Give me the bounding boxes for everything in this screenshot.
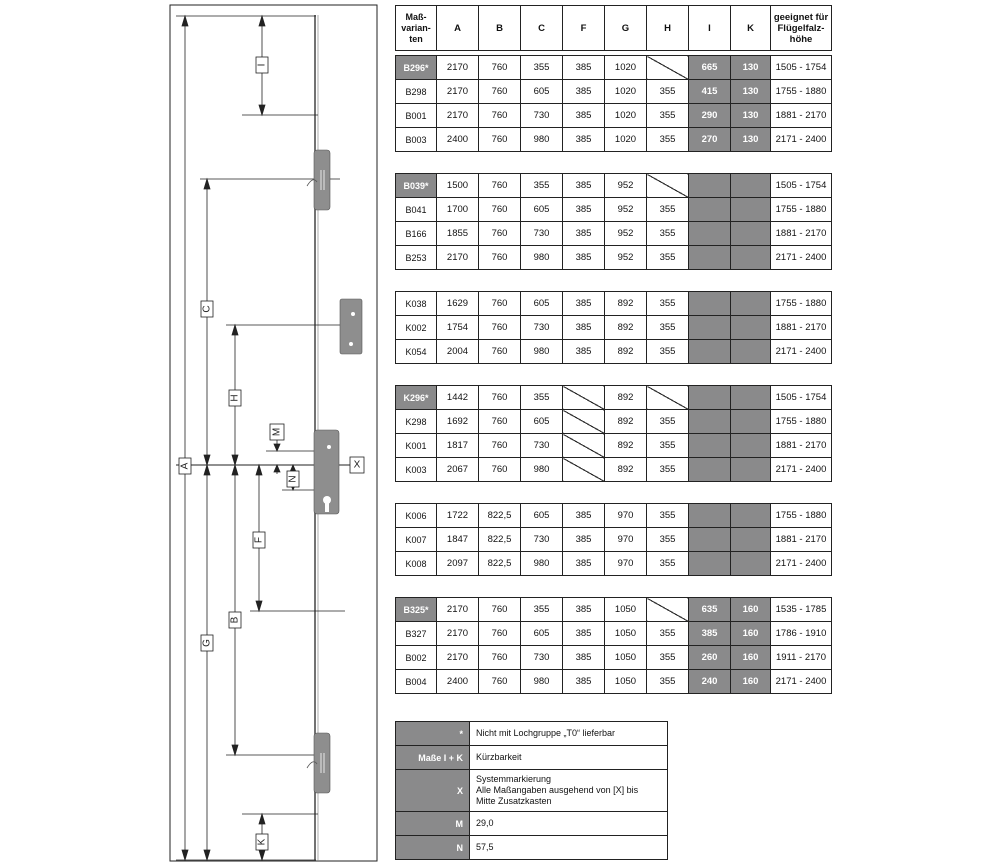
legend-text: [470, 836, 668, 860]
legend-row: [396, 770, 668, 812]
header-cell: Maß-varian-ten: [396, 6, 437, 51]
legend-row: [396, 836, 668, 860]
value-cell-i: [689, 316, 731, 340]
variant-id-cell: B327: [396, 622, 437, 646]
value-cell-a: 1692: [437, 410, 479, 434]
value-cell-k: [731, 198, 771, 222]
value-cell-b: 822,5: [479, 504, 521, 528]
dim-label-c: C: [201, 305, 213, 313]
value-cell-f: 385: [563, 174, 605, 198]
value-cell-k: [731, 410, 771, 434]
value-cell-i: 260: [689, 646, 731, 670]
value-cell-a: 1500: [437, 174, 479, 198]
value-cell-f: 385: [563, 56, 605, 80]
value-cell-k: 130: [731, 56, 771, 80]
legend-text-line: 29,0: [476, 818, 494, 828]
table-row: [396, 56, 832, 80]
range-cell: 1881 - 2170: [771, 104, 832, 128]
variant-id-cell: K008: [396, 552, 437, 576]
variant-id-cell: B296*: [396, 56, 437, 80]
table-row: [396, 128, 832, 152]
table-row: [396, 386, 832, 410]
value-cell-c: 980: [521, 670, 563, 694]
value-cell-i: [689, 174, 731, 198]
value-cell-h: [647, 598, 689, 622]
range-cell: 1755 - 1880: [771, 292, 832, 316]
value-cell-i: 290: [689, 104, 731, 128]
value-cell-h: [647, 386, 689, 410]
value-cell-h: 355: [647, 340, 689, 364]
value-cell-a: 2170: [437, 622, 479, 646]
value-cell-a: 2004: [437, 340, 479, 364]
header-cell: I: [689, 6, 731, 51]
value-cell-a: 2400: [437, 128, 479, 152]
value-cell-c: 980: [521, 246, 563, 270]
value-cell-h: 355: [647, 552, 689, 576]
variant-id-cell: K007: [396, 528, 437, 552]
value-cell-b: 760: [479, 386, 521, 410]
variant-id-cell: K054: [396, 340, 437, 364]
value-cell-g: 1050: [605, 598, 647, 622]
value-cell-a: 2097: [437, 552, 479, 576]
value-cell-k: [731, 386, 771, 410]
value-cell-b: 760: [479, 80, 521, 104]
table-row: [396, 598, 832, 622]
range-cell: 1505 - 1754: [771, 174, 832, 198]
value-cell-b: 760: [479, 340, 521, 364]
value-cell-k: [731, 340, 771, 364]
value-cell-f: 385: [563, 622, 605, 646]
value-cell-k: [731, 174, 771, 198]
upper-locking-point: [314, 150, 330, 210]
table-row: [396, 434, 832, 458]
value-cell-k: [731, 316, 771, 340]
variant-id-cell: K006: [396, 504, 437, 528]
value-cell-k: [731, 434, 771, 458]
value-cell-a: 2400: [437, 670, 479, 694]
value-cell-f: [563, 434, 605, 458]
value-cell-f: 385: [563, 128, 605, 152]
range-cell: 1786 - 1910: [771, 622, 832, 646]
value-cell-c: 980: [521, 552, 563, 576]
value-cell-i: [689, 434, 731, 458]
value-cell-k: [731, 292, 771, 316]
value-cell-h: [647, 174, 689, 198]
value-cell-b: 760: [479, 174, 521, 198]
variant-id-cell: B002: [396, 646, 437, 670]
value-cell-b: 760: [479, 434, 521, 458]
value-cell-c: 730: [521, 316, 563, 340]
value-cell-k: [731, 458, 771, 482]
value-cell-g: 1020: [605, 80, 647, 104]
value-cell-f: 385: [563, 292, 605, 316]
value-cell-b: 760: [479, 198, 521, 222]
value-cell-a: 2067: [437, 458, 479, 482]
range-cell: 2171 - 2400: [771, 246, 832, 270]
value-cell-b: 822,5: [479, 552, 521, 576]
table-row: [396, 104, 832, 128]
dim-label-b: B: [229, 616, 241, 624]
value-cell-h: 355: [647, 504, 689, 528]
value-cell-h: 355: [647, 670, 689, 694]
value-cell-h: 355: [647, 434, 689, 458]
legend-text: [470, 812, 668, 836]
value-cell-f: 385: [563, 198, 605, 222]
variant-id-cell: K001: [396, 434, 437, 458]
lock-dimension-drawing: [0, 0, 390, 862]
variant-group-table: [395, 173, 832, 270]
value-cell-g: 952: [605, 174, 647, 198]
value-cell-c: 605: [521, 198, 563, 222]
value-cell-g: 970: [605, 528, 647, 552]
value-cell-f: 385: [563, 670, 605, 694]
value-cell-b: 760: [479, 222, 521, 246]
value-cell-h: 355: [647, 646, 689, 670]
value-cell-h: 355: [647, 316, 689, 340]
table-row: [396, 528, 832, 552]
value-cell-h: 355: [647, 104, 689, 128]
value-cell-g: 952: [605, 246, 647, 270]
header-cell: A: [437, 6, 479, 51]
value-cell-c: 730: [521, 434, 563, 458]
table-row: [396, 552, 832, 576]
value-cell-c: 605: [521, 410, 563, 434]
value-cell-g: 1020: [605, 128, 647, 152]
value-cell-c: 355: [521, 598, 563, 622]
value-cell-g: 892: [605, 386, 647, 410]
value-cell-i: [689, 246, 731, 270]
dim-label-x: X: [353, 459, 361, 471]
range-cell: 2171 - 2400: [771, 552, 832, 576]
value-cell-h: 355: [647, 622, 689, 646]
header-cell: F: [563, 6, 605, 51]
value-cell-f: [563, 458, 605, 482]
variant-id-cell: B325*: [396, 598, 437, 622]
dimension-table-header: [395, 5, 832, 51]
value-cell-c: 605: [521, 80, 563, 104]
range-cell: 1881 - 2170: [771, 528, 832, 552]
range-cell: 1755 - 1880: [771, 504, 832, 528]
value-cell-b: 760: [479, 246, 521, 270]
value-cell-i: [689, 340, 731, 364]
value-cell-b: 760: [479, 292, 521, 316]
legend-text: [470, 746, 668, 770]
variant-group-table: [395, 385, 832, 482]
value-cell-c: 355: [521, 174, 563, 198]
legend-text-line: 57,5: [476, 842, 494, 852]
value-cell-c: 605: [521, 292, 563, 316]
value-cell-g: 1020: [605, 104, 647, 128]
value-cell-a: 1629: [437, 292, 479, 316]
value-cell-c: 355: [521, 56, 563, 80]
legend-key: N: [396, 836, 470, 860]
value-cell-f: 385: [563, 340, 605, 364]
value-cell-a: 1817: [437, 434, 479, 458]
variant-id-cell: K003: [396, 458, 437, 482]
legend-key: *: [396, 722, 470, 746]
variant-group-table: [395, 503, 832, 576]
value-cell-b: 760: [479, 410, 521, 434]
value-cell-f: 385: [563, 246, 605, 270]
table-row: [396, 410, 832, 434]
value-cell-k: [731, 246, 771, 270]
table-row: [396, 622, 832, 646]
value-cell-a: 2170: [437, 598, 479, 622]
range-cell: 1505 - 1754: [771, 386, 832, 410]
value-cell-i: 665: [689, 56, 731, 80]
table-row: [396, 246, 832, 270]
value-cell-h: [647, 56, 689, 80]
value-cell-g: 970: [605, 504, 647, 528]
variant-group-table: [395, 291, 832, 364]
dim-label-h: H: [229, 394, 241, 402]
value-cell-a: 1722: [437, 504, 479, 528]
value-cell-h: 355: [647, 292, 689, 316]
value-cell-k: [731, 528, 771, 552]
value-cell-b: 760: [479, 670, 521, 694]
variant-group-table: [395, 597, 832, 694]
value-cell-c: 980: [521, 128, 563, 152]
header-cell: B: [479, 6, 521, 51]
value-cell-a: 1754: [437, 316, 479, 340]
variant-id-cell: B001: [396, 104, 437, 128]
value-cell-k: [731, 222, 771, 246]
range-cell: 1911 - 2170: [771, 646, 832, 670]
legend-text-line: Alle Maßangaben ausgehend von [X] bis: [476, 785, 639, 795]
table-row: [396, 80, 832, 104]
value-cell-c: 980: [521, 340, 563, 364]
value-cell-a: 1847: [437, 528, 479, 552]
value-cell-i: [689, 222, 731, 246]
dim-label-f: F: [253, 536, 265, 544]
value-cell-g: 892: [605, 340, 647, 364]
variant-id-cell: K298: [396, 410, 437, 434]
value-cell-b: 760: [479, 646, 521, 670]
dim-label-a: A: [179, 462, 191, 470]
value-cell-f: [563, 410, 605, 434]
value-cell-g: 1050: [605, 670, 647, 694]
dim-label-g: G: [201, 639, 213, 647]
value-cell-b: 760: [479, 316, 521, 340]
value-cell-k: [731, 504, 771, 528]
legend-text: [470, 722, 668, 746]
legend-text-line: Nicht mit Lochgruppe „T0“ lieferbar: [476, 728, 616, 738]
legend-text: [470, 770, 668, 812]
value-cell-f: 385: [563, 646, 605, 670]
value-cell-i: 385: [689, 622, 731, 646]
range-cell: 1535 - 1785: [771, 598, 832, 622]
table-row: [396, 504, 832, 528]
legend-key: X: [396, 770, 470, 812]
value-cell-k: 130: [731, 104, 771, 128]
value-cell-i: [689, 386, 731, 410]
value-cell-k: 160: [731, 598, 771, 622]
value-cell-f: 385: [563, 552, 605, 576]
table-row: [396, 458, 832, 482]
value-cell-h: 355: [647, 128, 689, 152]
table-row: [396, 174, 832, 198]
header-cell: K: [731, 6, 771, 51]
value-cell-h: 355: [647, 198, 689, 222]
value-cell-g: 952: [605, 222, 647, 246]
table-row: [396, 670, 832, 694]
value-cell-i: [689, 552, 731, 576]
range-cell: 2171 - 2400: [771, 670, 832, 694]
value-cell-h: 355: [647, 80, 689, 104]
value-cell-i: 240: [689, 670, 731, 694]
value-cell-b: 822,5: [479, 528, 521, 552]
table-row: [396, 292, 832, 316]
value-cell-f: 385: [563, 316, 605, 340]
value-cell-g: 1020: [605, 56, 647, 80]
value-cell-i: [689, 292, 731, 316]
variant-id-cell: K002: [396, 316, 437, 340]
value-cell-c: 730: [521, 646, 563, 670]
value-cell-k: 160: [731, 670, 771, 694]
table-row: [396, 198, 832, 222]
value-cell-h: 355: [647, 410, 689, 434]
value-cell-c: 730: [521, 528, 563, 552]
legend-row: [396, 746, 668, 770]
value-cell-k: 160: [731, 622, 771, 646]
value-cell-a: 2170: [437, 646, 479, 670]
value-cell-i: 270: [689, 128, 731, 152]
value-cell-i: [689, 528, 731, 552]
range-cell: 2171 - 2400: [771, 458, 832, 482]
value-cell-a: 2170: [437, 246, 479, 270]
value-cell-a: 1442: [437, 386, 479, 410]
value-cell-b: 760: [479, 128, 521, 152]
value-cell-g: 892: [605, 410, 647, 434]
variant-id-cell: B003: [396, 128, 437, 152]
value-cell-g: 892: [605, 434, 647, 458]
value-cell-f: 385: [563, 528, 605, 552]
value-cell-c: 730: [521, 222, 563, 246]
range-cell: 1505 - 1754: [771, 56, 832, 80]
value-cell-i: 415: [689, 80, 731, 104]
value-cell-b: 760: [479, 56, 521, 80]
table-row: [396, 646, 832, 670]
value-cell-g: 970: [605, 552, 647, 576]
value-cell-g: 952: [605, 198, 647, 222]
value-cell-f: 385: [563, 222, 605, 246]
value-cell-f: [563, 386, 605, 410]
variant-id-cell: B004: [396, 670, 437, 694]
range-cell: 1755 - 1880: [771, 410, 832, 434]
variant-id-cell: B039*: [396, 174, 437, 198]
dim-label-m: M: [271, 427, 283, 437]
range-cell: 1881 - 2170: [771, 434, 832, 458]
header-cell: geeignet für Flügelfalz-höhe: [771, 6, 832, 51]
value-cell-g: 1050: [605, 646, 647, 670]
value-cell-c: 980: [521, 458, 563, 482]
value-cell-a: 2170: [437, 80, 479, 104]
value-cell-h: 355: [647, 458, 689, 482]
header-cell: C: [521, 6, 563, 51]
legend-row: [396, 812, 668, 836]
value-cell-b: 760: [479, 622, 521, 646]
value-cell-a: 2170: [437, 56, 479, 80]
range-cell: 1881 - 2170: [771, 316, 832, 340]
table-row: [396, 222, 832, 246]
value-cell-a: 2170: [437, 104, 479, 128]
value-cell-g: 892: [605, 292, 647, 316]
range-cell: 1755 - 1880: [771, 80, 832, 104]
dim-label-k: K: [256, 838, 268, 846]
value-cell-g: 1050: [605, 622, 647, 646]
value-cell-k: 130: [731, 80, 771, 104]
variant-group-table: [395, 55, 832, 152]
table-row: [396, 340, 832, 364]
value-cell-g: 892: [605, 316, 647, 340]
value-cell-g: 892: [605, 458, 647, 482]
variant-id-cell: B253: [396, 246, 437, 270]
variant-id-cell: B166: [396, 222, 437, 246]
value-cell-a: 1855: [437, 222, 479, 246]
variant-id-cell: K038: [396, 292, 437, 316]
value-cell-f: 385: [563, 504, 605, 528]
variant-id-cell: K296*: [396, 386, 437, 410]
value-cell-i: 635: [689, 598, 731, 622]
range-cell: 2171 - 2400: [771, 128, 832, 152]
value-cell-c: 605: [521, 504, 563, 528]
range-cell: 2171 - 2400: [771, 340, 832, 364]
legend-text-line: Systemmarkierung: [476, 774, 552, 784]
value-cell-i: [689, 504, 731, 528]
value-cell-f: 385: [563, 598, 605, 622]
value-cell-i: [689, 198, 731, 222]
value-cell-k: [731, 552, 771, 576]
header-cell: G: [605, 6, 647, 51]
value-cell-b: 760: [479, 458, 521, 482]
value-cell-b: 760: [479, 104, 521, 128]
value-cell-f: 385: [563, 104, 605, 128]
dim-label-n: N: [287, 475, 299, 483]
value-cell-f: 385: [563, 80, 605, 104]
dim-label-i: I: [256, 63, 268, 67]
legend-text-line: Mitte Zusatzkasten: [476, 796, 552, 806]
value-cell-h: 355: [647, 528, 689, 552]
variant-id-cell: B298: [396, 80, 437, 104]
value-cell-c: 605: [521, 622, 563, 646]
value-cell-i: [689, 458, 731, 482]
value-cell-a: 1700: [437, 198, 479, 222]
header-cell: H: [647, 6, 689, 51]
value-cell-b: 760: [479, 598, 521, 622]
legend-key: Maße I + K: [396, 746, 470, 770]
range-cell: 1881 - 2170: [771, 222, 832, 246]
value-cell-k: 160: [731, 646, 771, 670]
legend-key: M: [396, 812, 470, 836]
variant-id-cell: B041: [396, 198, 437, 222]
range-cell: 1755 - 1880: [771, 198, 832, 222]
value-cell-h: 355: [647, 246, 689, 270]
value-cell-c: 355: [521, 386, 563, 410]
value-cell-k: 130: [731, 128, 771, 152]
value-cell-c: 730: [521, 104, 563, 128]
legend-row: [396, 722, 668, 746]
value-cell-i: [689, 410, 731, 434]
value-cell-h: 355: [647, 222, 689, 246]
legend-table: [395, 721, 668, 860]
table-row: [396, 316, 832, 340]
legend-text-line: Kürzbarkeit: [476, 752, 522, 762]
